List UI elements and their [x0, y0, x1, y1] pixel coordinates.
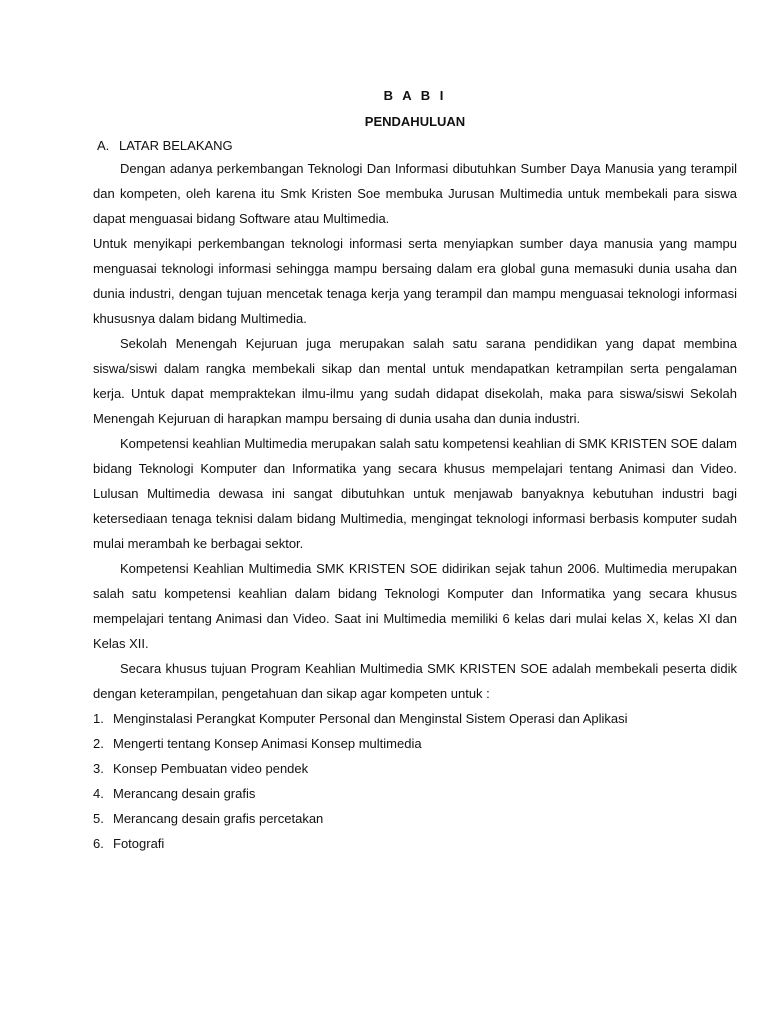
document-page — [93, 86, 737, 856]
chapter-number: B A B I — [383, 88, 447, 103]
paragraph: Dengan adanya perkembangan Teknologi Dan Informasi dibutuhkan Sumber Daya Manusia yang terampil dan kompeten, oleh karena itu Smk Kristen Soe membuka Jurusan Multimedia untuk membekali para siswa dapat menguasai bidang Software atau Multimedia. — [93, 161, 737, 226]
list-item-text: Fotografi — [113, 836, 165, 851]
section-heading — [93, 136, 737, 156]
paragraph: Sekolah Menengah Kejuruan juga merupakan salah satu sarana pendidikan yang dapat membina siswa/siswi dalam rangka membekali sikap dan mental untuk mendapatkan ketrampilan serta pengalaman kerja. Untuk dapat mempraktekan ilmu-ilmu yang sudah didapat disekolah, maka para siswa/siswi Sekolah Menengah Kejuruan di harapkan mampu bersaing di dunia usaha dan dunia industri. — [93, 336, 737, 426]
objectives-list — [93, 706, 737, 856]
list-item-text: Mengerti tentang Konsep Animasi Konsep multimedia — [113, 736, 422, 751]
list-item — [93, 831, 737, 856]
list-item — [93, 731, 737, 756]
paragraph: Secara khusus tujuan Program Keahlian Multimedia SMK KRISTEN SOE adalah membekali peserta didik dengan keterampilan, pengetahuan dan sikap agar kompeten untuk : — [93, 661, 737, 701]
list-item — [93, 706, 737, 731]
list-item-number: 6. — [93, 836, 104, 851]
list-item-number: 5. — [93, 811, 104, 826]
list-item — [93, 806, 737, 831]
paragraph: Kompetensi keahlian Multimedia merupakan salah satu kompetensi keahlian di SMK KRISTEN SOE dalam bidang Teknologi Komputer dan Informatika yang secara khusus mempelajari tentang Animasi dan Video. Lulusan Multimedia dewasa ini sangat dibutuhkan untuk menjawab banyaknya kebutuhan industri bagi ketersediaan tenaga teknisi dalam bidang Multimedia, mengingat teknologi informasi berbasis komputer sudah mulai merambah ke berbagai sektor. — [93, 436, 737, 551]
section-title: LATAR BELAKANG — [119, 138, 233, 153]
list-item-number: 3. — [93, 761, 104, 776]
section-letter: A. — [97, 138, 110, 153]
list-item — [93, 756, 737, 781]
list-item-number: 1. — [93, 711, 104, 726]
list-item-text: Merancang desain grafis percetakan — [113, 811, 324, 826]
paragraph: Kompetensi Keahlian Multimedia SMK KRISTEN SOE didirikan sejak tahun 2006. Multimedia merupakan salah satu kompetensi keahlian dalam bidang Teknologi Komputer dan Informatika yang secara khusus mempelajari tentang Animasi dan Video. Saat ini Multimedia memiliki 6 kelas dari mulai kelas X, kelas XI dan Kelas XII. — [93, 561, 737, 651]
chapter-title: PENDAHULUAN — [364, 114, 466, 129]
list-item-number: 2. — [93, 736, 104, 751]
list-item — [93, 781, 737, 806]
list-item-text: Menginstalasi Perangkat Komputer Personal dan Menginstal Sistem Operasi dan Aplikasi — [113, 711, 628, 726]
list-item-number: 4. — [93, 786, 104, 801]
list-item-text: Merancang desain grafis — [113, 786, 256, 801]
paragraph: Untuk menyikapi perkembangan teknologi informasi serta menyiapkan sumber daya manusia yang mampu menguasai teknologi informasi sehingga mampu bersaing dalam era global guna memasuki dunia usaha dan dunia industri, dengan tujuan mencetak tenaga kerja yang terampil dan mampu menguasai teknologi informasi khususnya dalam bidang Multimedia. — [93, 236, 737, 326]
list-item-text: Konsep Pembuatan video pendek — [113, 761, 309, 776]
